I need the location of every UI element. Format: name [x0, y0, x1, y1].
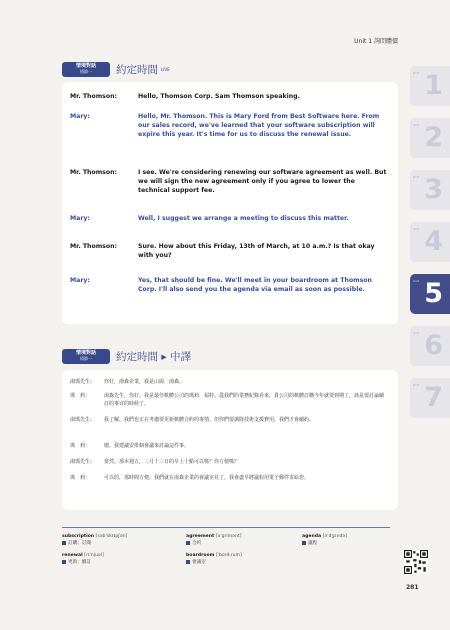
dialogue-line: [70, 214, 388, 223]
dialogue-line: [70, 242, 388, 260]
tab-number: 5: [424, 278, 443, 309]
page-number: 281: [406, 584, 419, 591]
dialogue-section-title: [62, 62, 170, 77]
dialogue-text: I see. We're considering renewing our software agreement as well. But we will sign the new agreement only if you agree to lower the technical support fee.: [138, 169, 387, 194]
unit-tab-2[interactable]: Unit 2: [410, 118, 450, 158]
dialogue-card: [62, 82, 398, 324]
tab-number: 3: [424, 174, 443, 205]
speaker-name: 瑪 莉：: [70, 393, 91, 399]
qr-code-icon[interactable]: [404, 550, 428, 574]
square-bullet-icon: [186, 560, 190, 564]
dialogue-line: [70, 112, 388, 139]
section-badge: [62, 62, 110, 77]
vocab-term: renewal: [62, 553, 83, 558]
unit-tabs: [410, 66, 450, 430]
speaker-name: Mr. Thomson:: [70, 169, 117, 176]
vocab-pronunciation: [əˈdʒɛndə]: [322, 534, 348, 539]
section-title-text: 約定時間 ▸ 中譯: [116, 351, 191, 363]
translation-line: [70, 392, 384, 408]
vocab-term: subscription: [62, 534, 95, 539]
tab-number: 4: [424, 226, 443, 257]
speaker-name: 湯瑪先生：: [70, 417, 96, 423]
translation-text: 嗯，我建議安排個會議來討論這件事。: [104, 443, 190, 449]
translation-line: [70, 416, 384, 424]
vocab-gloss: 議程: [308, 541, 318, 546]
square-bullet-icon: [186, 541, 190, 545]
translation-line: [70, 474, 384, 482]
vocab-gloss: 合約: [192, 541, 202, 546]
translation-text: 當然。那本週五，三月十三日的早上十點可以嗎？你方便嗎？: [104, 459, 240, 465]
badge-sublabel: 情節一: [80, 356, 92, 361]
dialogue-line: [70, 168, 388, 195]
badge-label: 情境對話: [75, 63, 96, 69]
vocabulary-entry: [186, 533, 242, 547]
vocab-gloss: 訂購；訂閱: [68, 541, 91, 546]
unit-tab-4[interactable]: Unit 4: [410, 222, 450, 262]
speaker-name: Mr. Thomson:: [70, 93, 117, 100]
vocab-pronunciation: [əˈɡrimənt]: [215, 534, 242, 539]
section-badge: [62, 349, 110, 364]
tab-number: 6: [424, 330, 443, 361]
vocab-pronunciation: [rɪˈnjuəl]: [84, 553, 104, 558]
vocab-term: boardroom: [186, 553, 215, 558]
speaker-name: Mr. Thomson:: [70, 243, 117, 250]
speaker-name: 湯瑪先生：: [70, 459, 96, 465]
square-bullet-icon: [62, 541, 66, 545]
translation-section-title: [62, 349, 191, 364]
translation-line: [70, 458, 384, 466]
dialogue-text: Sure. How about this Friday, 13th of March, at 10 a.m.? Is that okay with you?: [138, 243, 375, 259]
unit-tab-3[interactable]: Unit 3: [410, 170, 450, 210]
tab-number: 1: [424, 70, 443, 101]
unit-tab-1[interactable]: Unit 1: [410, 66, 450, 106]
square-bullet-icon: [62, 560, 66, 564]
translation-card: [62, 370, 398, 510]
vocabulary-entry: [186, 552, 242, 566]
translation-line: [70, 442, 384, 450]
dialogue-line: [70, 276, 388, 294]
vocab-gloss: 更新；續訂: [68, 560, 91, 565]
speaker-name: Mary:: [70, 215, 90, 222]
speaker-name: 瑪 莉：: [70, 475, 91, 481]
vocab-term: agreement: [186, 534, 215, 539]
vocab-gloss: 會議室: [192, 560, 206, 565]
tab-number: 2: [424, 122, 443, 153]
unit-tab-6[interactable]: Unit 6: [410, 326, 450, 366]
vocabulary-entry: [302, 533, 347, 547]
vocabulary-divider: [62, 527, 390, 528]
badge-label: 情境對話: [75, 350, 96, 356]
section-title-text: 約定時間: [116, 64, 158, 76]
translation-text: 我了解，我們也正在考慮要更新軟體合約的事情。但你們要調降技術支援費用，我們才會續約。: [104, 417, 315, 423]
square-bullet-icon: [302, 541, 306, 545]
dialogue-text: Hello, Mr. Thomson. This is Mary Ford from Best Software here. From our sales record, we've learned that your software subscription will expire this year. It's time for us to discuss the renewal issue.: [138, 113, 380, 138]
tab-number: 7: [424, 382, 443, 413]
unit-header: Unit 1 詢問體價: [354, 38, 398, 45]
speaker-name: Mary:: [70, 113, 90, 120]
vocab-pronunciation: [səbˈskrɪpʃən]: [95, 534, 128, 539]
unit-tab-7[interactable]: Unit 7: [410, 378, 450, 418]
translation-text: 你好，湯森企業，我是山姆．湯森。: [104, 379, 185, 385]
translation-text: 湯森先生，你好。我是最佳軟體公司的瑪莉．福特。從我們的業務紀錄看來，貴公司的軟體訂購今年就要到期了，該是要討論續訂的事宜的時候了。: [104, 393, 385, 407]
dialogue-line: [70, 92, 388, 101]
speaker-name: 湯瑪先生：: [70, 379, 96, 385]
translation-text: 可以的，那時間方便。我們就在湯森企業的會議室見了。我會盡早將議程用電子郵件寄給您。: [104, 475, 310, 481]
speaker-name: Mary:: [70, 277, 90, 284]
section-subtitle: LIVE: [161, 67, 170, 72]
vocab-term: agenda: [302, 534, 322, 539]
vocabulary-entry: [62, 533, 127, 547]
vocab-pronunciation: [ˈbordˌrum]: [215, 553, 242, 558]
badge-sublabel: 情節一: [80, 69, 92, 74]
translation-line: [70, 378, 384, 386]
speaker-name: 瑪 莉：: [70, 443, 91, 449]
dialogue-text: Hello, Thomson Corp. Sam Thomson speaking.: [138, 93, 300, 100]
dialogue-text: Yes, that should be fine. We'll meet in your boardroom at Thomson Corp. I'll also send you the agenda via email as soon as possible.: [138, 277, 372, 293]
dialogue-text: Well, I suggest we arrange a meeting to discuss this matter.: [138, 215, 349, 222]
unit-tab-5[interactable]: Unit 5: [410, 274, 450, 314]
vocabulary-entry: [62, 552, 104, 566]
